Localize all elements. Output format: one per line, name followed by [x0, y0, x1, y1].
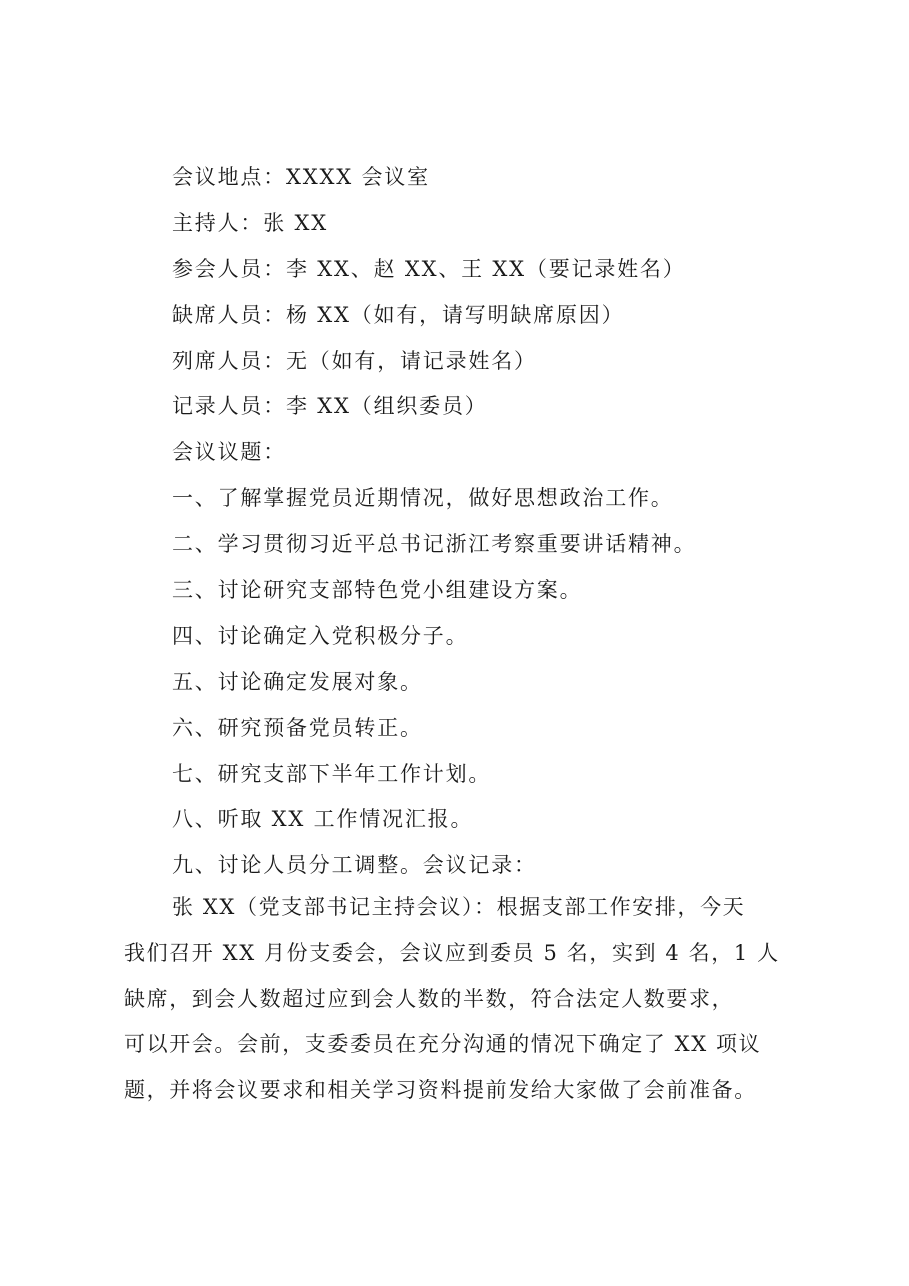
agenda-item: 八、听取 XX 工作情况汇报。	[172, 807, 474, 832]
agenda-item: 九、讨论人员分工调整。会议记录：	[172, 853, 537, 878]
paragraph-line: 题，并将会议要求和相关学习资料提前发给大家做了会前准备。	[124, 1078, 757, 1103]
meeting-attendees: 参会人员：李 XX、赵 XX、王 XX（要记录姓名）	[172, 256, 686, 281]
meeting-location: 会议地点：XXXX 会议室	[172, 165, 430, 189]
meeting-absentees: 缺席人员：杨 XX（如有，请写明缺席原因）	[172, 302, 625, 327]
agenda-item: 一、了解掌握党员近期情况，做好思想政治工作。	[172, 486, 674, 511]
agenda-item: 六、研究预备党员转正。	[172, 715, 423, 740]
meeting-recorder: 记录人员：李 XX（组织委员）	[172, 394, 488, 419]
agenda-item: 三、讨论研究支部特色党小组建设方案。	[172, 578, 583, 603]
agenda-item: 四、讨论确定入党积极分子。	[172, 623, 469, 648]
meeting-record-paragraph	[124, 885, 804, 1114]
paragraph-line: 我们召开 XX 月份支委会，会议应到委员 5 名，实到 4 名，1 人	[124, 940, 780, 965]
agenda-item: 五、讨论确定发展对象。	[172, 669, 423, 694]
paragraph-line: 缺席，到会人数超过应到会人数的半数，符合法定人数要求，	[124, 986, 735, 1011]
meeting-topics-heading: 会议议题：	[172, 440, 286, 465]
meeting-host: 主持人：张 XX	[172, 210, 328, 235]
paragraph-line: 可以开会。会前，支委委员在充分沟通的情况下确定了 XX 项议	[124, 1032, 762, 1057]
meeting-observers: 列席人员：无（如有，请记录姓名）	[172, 348, 537, 373]
agenda-item: 七、研究支部下半年工作计划。	[172, 761, 492, 786]
meeting-info-block	[172, 155, 812, 889]
agenda-item: 二、学习贯彻习近平总书记浙江考察重要讲话精神。	[172, 532, 697, 557]
paragraph-line: 张 XX（党支部书记主持会议）：根据支部工作安排，今天	[172, 895, 746, 919]
